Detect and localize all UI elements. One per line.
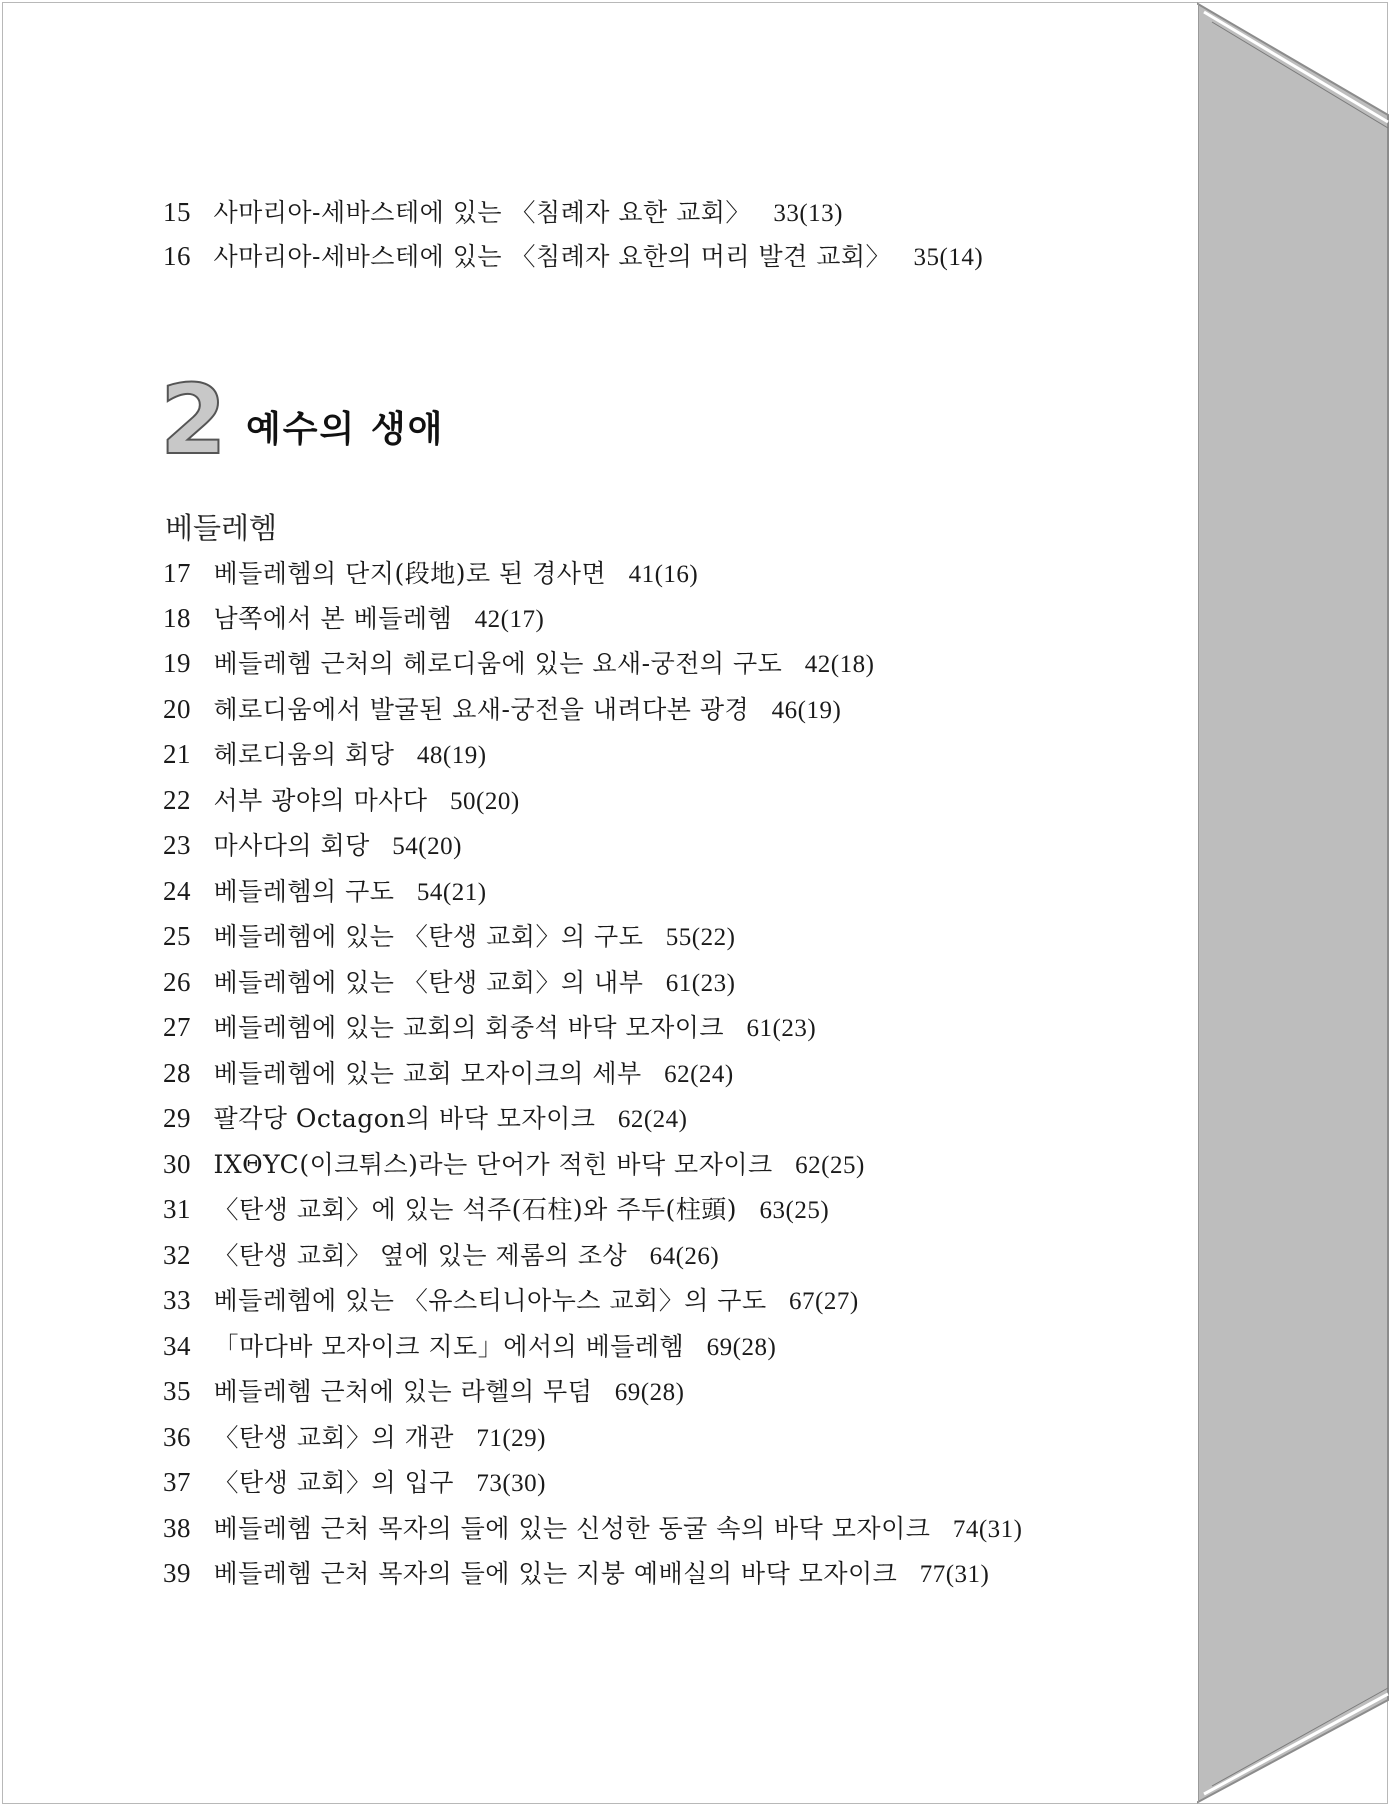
entry-page-ref: 62(24): [617, 1106, 688, 1133]
entry-number: 24: [163, 876, 191, 906]
entry-number: 26: [163, 967, 191, 997]
chapter-number: 2: [160, 364, 227, 476]
entry-title: 〈탄생 교회〉 옆에 있는 제롬의 조상: [213, 1241, 628, 1270]
entry-page-ref: 77(31): [919, 1561, 990, 1588]
entry-page-ref: 42(17): [474, 606, 545, 633]
list-item: [163, 829, 462, 863]
entry-page-ref: 33(13): [773, 200, 843, 227]
entry-page-ref: 42(18): [804, 651, 875, 678]
entry-number: 27: [163, 1012, 191, 1042]
list-item: [163, 1193, 829, 1227]
entry-title: 〈탄생 교회〉에 있는 석주(石柱)와 주두(柱頭): [213, 1195, 738, 1224]
entry-page-ref: 35(14): [913, 244, 984, 271]
list-item: [163, 1011, 816, 1045]
entry-page-ref: 61(23): [746, 1015, 817, 1042]
list-item: [163, 1239, 719, 1273]
chapter-title: 예수의 생애: [246, 409, 445, 450]
entry-page-ref: 41(16): [628, 561, 699, 588]
list-item: [163, 1421, 546, 1455]
entry-number: 20: [163, 694, 191, 724]
entry-page-ref: 55(22): [665, 924, 736, 951]
entry-title: 서부 광야의 마사다: [213, 786, 428, 815]
entry-page-ref: 54(20): [392, 833, 462, 860]
entry-title: 남쪽에서 본 베들레헴: [213, 604, 453, 633]
entry-title: 베들레헴에 있는 〈탄생 교회〉의 구도: [213, 922, 644, 951]
entry-number: 18: [163, 603, 191, 633]
entry-title: 팔각당 Octagon의 바닥 모자이크: [213, 1104, 596, 1133]
entry-page-ref: 74(31): [952, 1516, 1023, 1543]
entry-page-ref: 62(25): [795, 1152, 865, 1179]
entry-page-ref: 71(29): [476, 1425, 547, 1452]
entry-title: 마사다의 회당: [213, 831, 370, 860]
list-item: [163, 738, 487, 772]
section-heading: 베들레헴: [165, 511, 278, 545]
entry-title: IXΘYC(이크튀스)라는 단어가 적힌 바닥 모자이크: [213, 1150, 773, 1179]
entry-title: 베들레헴에 있는 교회의 회중석 바닥 모자이크: [213, 1013, 725, 1042]
entry-title: 베들레헴에 있는 〈탄생 교회〉의 내부: [213, 968, 644, 997]
list-item: [163, 647, 874, 681]
list-item: [163, 1102, 688, 1136]
list-item: [163, 557, 698, 591]
entry-title: 〈탄생 교회〉의 개관: [213, 1423, 454, 1452]
entry-page-ref: 61(23): [665, 970, 736, 997]
entry-number: 34: [163, 1331, 191, 1361]
entry-number: 22: [163, 785, 191, 815]
entry-number: 23: [163, 830, 191, 860]
entry-title: 베들레헴에 있는 교회 모자이크의 세부: [213, 1059, 642, 1088]
entry-title: 베들레헴에 있는 〈유스티니아누스 교회〉의 구도: [213, 1286, 767, 1315]
entry-page-ref: 69(28): [706, 1334, 777, 1361]
entry-number: 30: [163, 1149, 191, 1179]
list-item: [163, 693, 841, 727]
entry-title: 베들레헴 근처 목자의 들에 있는 지붕 예배실의 바닥 모자이크: [213, 1559, 898, 1588]
entry-page-ref: 73(30): [476, 1470, 547, 1497]
entry-title: 베들레헴 근처의 헤로디움에 있는 요새-궁전의 구도: [213, 649, 783, 678]
list-item: [163, 1466, 546, 1500]
entry-number: 35: [163, 1376, 191, 1406]
entry-number: 19: [163, 648, 191, 678]
entry-number: 33: [163, 1285, 191, 1315]
list-item: [163, 966, 735, 1000]
entry-page-ref: 48(19): [416, 742, 487, 769]
list-item: [163, 1375, 684, 1409]
entry-page-ref: 46(19): [771, 697, 842, 724]
entry-page-ref: 63(25): [759, 1197, 830, 1224]
entry-page-ref: 69(28): [614, 1379, 685, 1406]
entry-number: 39: [163, 1558, 191, 1588]
entry-title: 「마다바 모자이크 지도」에서의 베들레헴: [213, 1332, 685, 1361]
list-item: [163, 1148, 865, 1182]
entry-number: 25: [163, 921, 191, 951]
entry-title: 베들레헴의 구도: [213, 877, 395, 906]
entry-number: 29: [163, 1103, 191, 1133]
entry-title: 〈탄생 교회〉의 입구: [213, 1468, 454, 1497]
entry-title: 베들레헴의 단지(段地)로 된 경사면: [213, 559, 607, 588]
entry-number: 37: [163, 1467, 191, 1497]
entry-page-ref: 62(24): [664, 1061, 734, 1088]
list-item: [163, 1512, 1023, 1546]
entry-number: 36: [163, 1422, 191, 1452]
entry-number: 21: [163, 739, 191, 769]
entry-title: 헤로디움의 회당: [213, 740, 395, 769]
entry-title: 베들레헴 근처에 있는 라헬의 무덤: [213, 1377, 593, 1406]
entry-title: 사마리아-세바스테에 있는 〈침례자 요한 교회〉: [213, 198, 751, 227]
list-item: [163, 784, 520, 818]
entry-number: 28: [163, 1058, 191, 1088]
entry-page-ref: 64(26): [649, 1243, 720, 1270]
entry-number: 31: [163, 1194, 191, 1224]
list-item: [163, 196, 843, 230]
list-item: [163, 1557, 989, 1591]
list-item: [163, 875, 487, 909]
entry-title: 헤로디움에서 발굴된 요새-궁전을 내려다본 광경: [213, 695, 750, 724]
list-item: [163, 1284, 859, 1318]
entry-number: 32: [163, 1240, 191, 1270]
entry-page-ref: 50(20): [450, 788, 520, 815]
entry-number: 38: [163, 1513, 191, 1543]
entry-number: 17: [163, 558, 191, 588]
list-item: [163, 920, 735, 954]
entry-title: 베들레헴 근처 목자의 들에 있는 신성한 동굴 속의 바닥 모자이크: [213, 1514, 931, 1543]
list-item: [163, 240, 983, 274]
entry-number: 16: [163, 241, 191, 271]
list-item: [163, 602, 544, 636]
list-item: [163, 1330, 776, 1364]
entry-title: 사마리아-세바스테에 있는 〈침례자 요한의 머리 발견 교회〉: [213, 242, 892, 271]
list-item: [163, 1057, 734, 1091]
entry-page-ref: 67(27): [789, 1288, 859, 1315]
entry-page-ref: 54(21): [416, 879, 487, 906]
entry-number: 15: [163, 197, 191, 227]
